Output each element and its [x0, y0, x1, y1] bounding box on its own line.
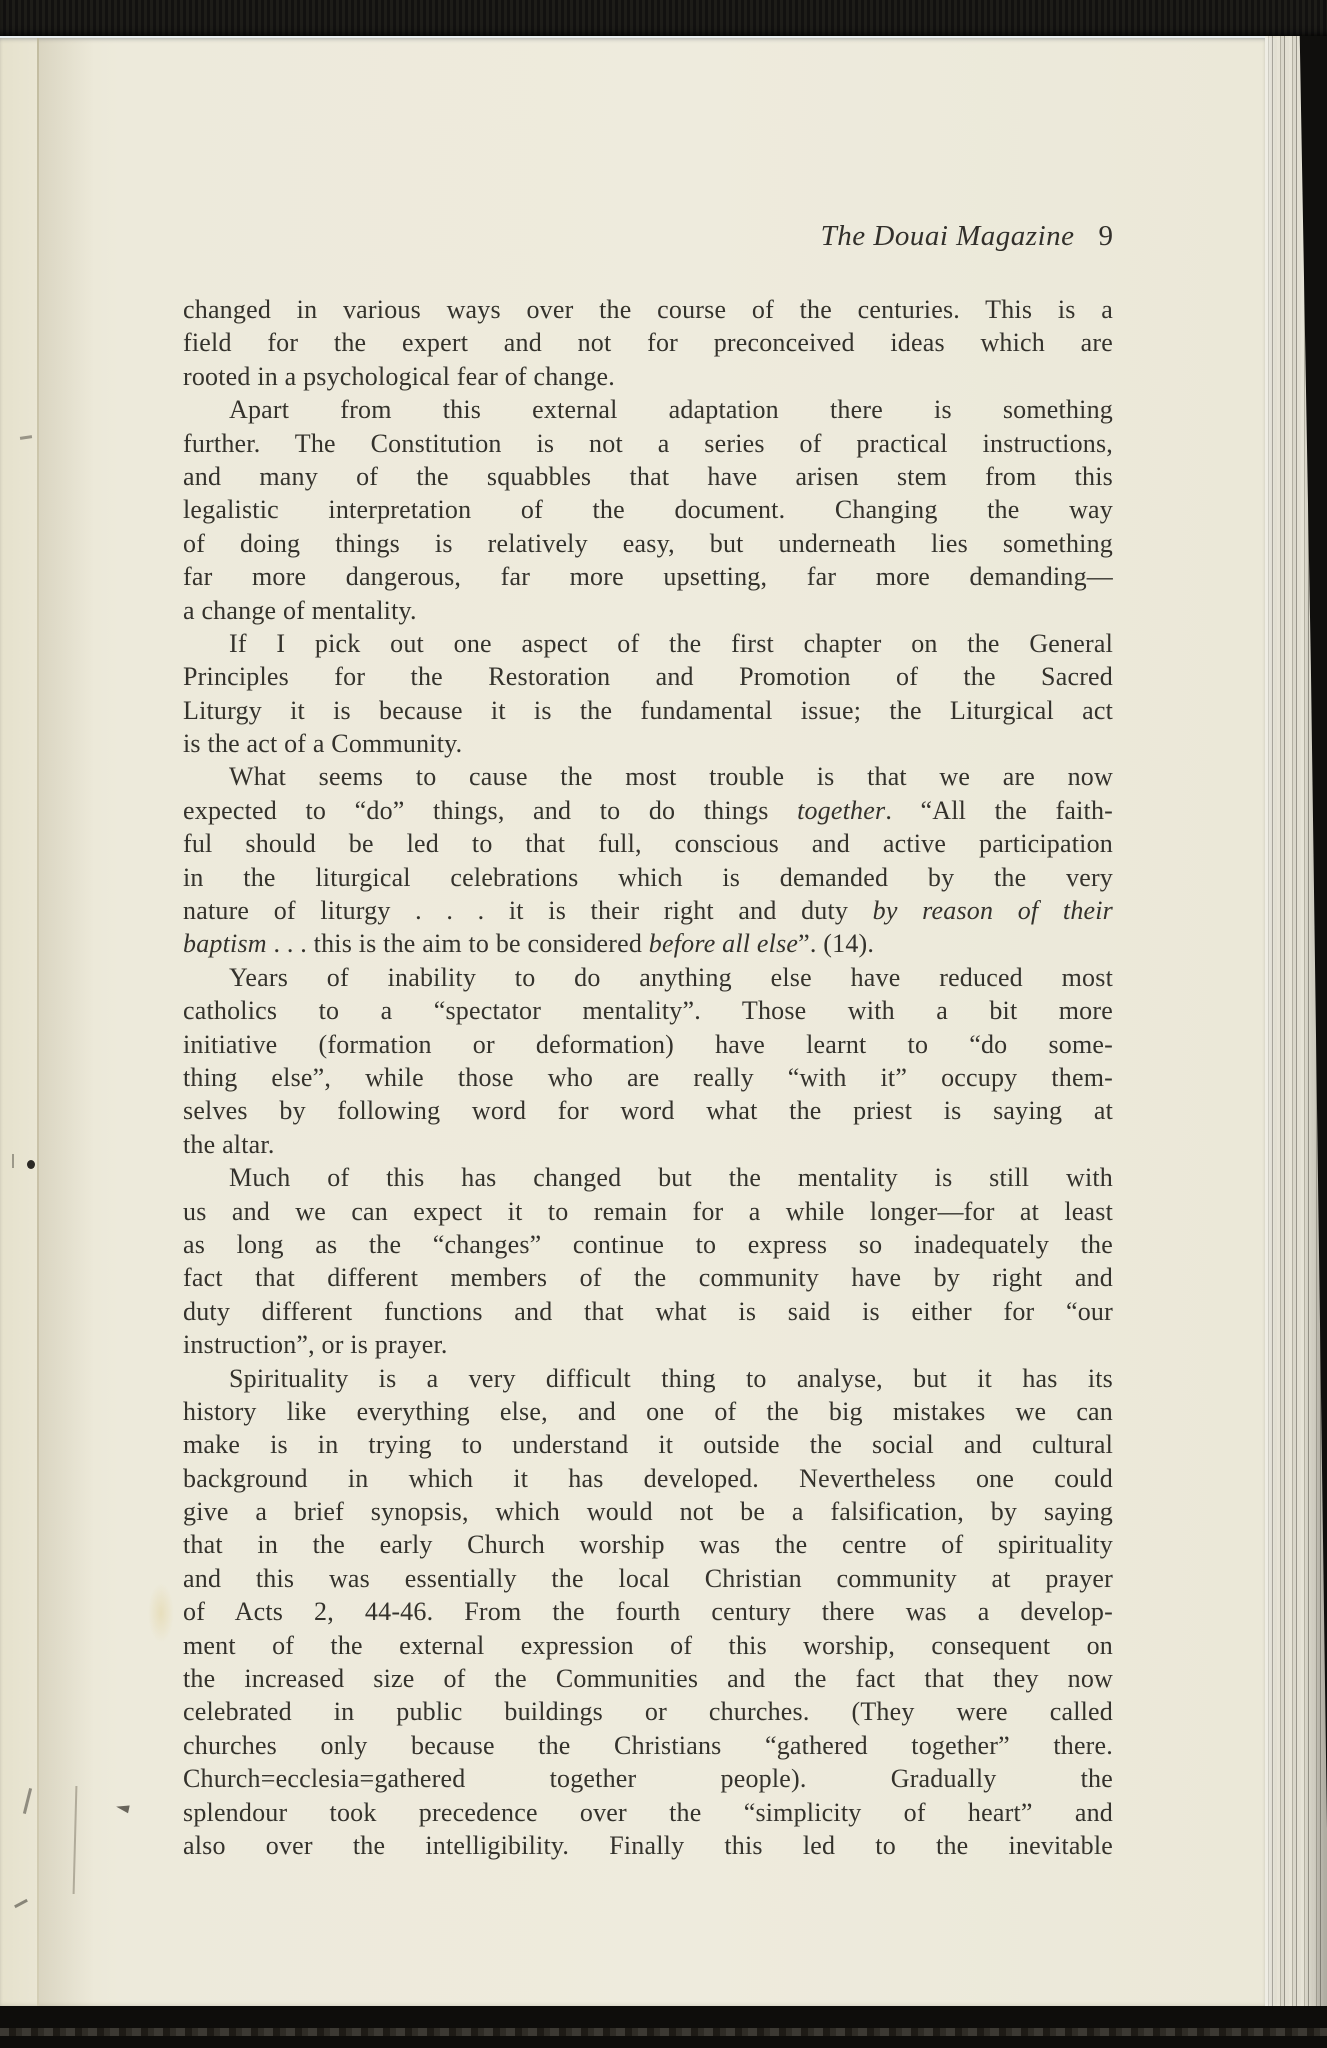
gutter-shadow	[39, 38, 94, 2008]
text-line: legalistic interpretation of the document. Changing the way	[183, 495, 1113, 525]
page-edge-stack	[1265, 36, 1327, 2006]
text-line: the altar.	[183, 1129, 275, 1159]
text-line: duty different functions and that what is said is either for “our	[183, 1296, 1113, 1326]
text-line: churches only because the Christians “gathered together” there.	[183, 1730, 1113, 1760]
text-line: rooted in a psychological fear of change.	[183, 361, 615, 391]
pen-mark	[23, 1788, 32, 1814]
text-line: ful should be led to that full, conscious and active participation	[183, 829, 1113, 859]
text-line: celebrated in public buildings or churches. (They were called	[183, 1697, 1113, 1727]
running-header	[183, 218, 1113, 254]
text-line: as long as the “changes” continue to express so inadequately the	[183, 1229, 1113, 1259]
text-line: Principles for the Restoration and Promotion of the Sacred	[183, 662, 1113, 692]
text-line: Liturgy it is because it is the fundamental issue; the Liturgical act	[183, 695, 1113, 725]
pen-mark	[14, 1899, 28, 1908]
text-line: changed in various ways over the course of the centuries. This is a	[183, 295, 1113, 324]
text-line: baptism . . . this is the aim to be considered before all else”. (14).	[183, 929, 875, 959]
text-line: far more dangerous, far more upsetting, far more demanding—	[183, 562, 1113, 592]
cover-texture-line	[0, 2028, 1327, 2036]
text-line: and many of the squabbles that have arisen stem from this	[183, 461, 1113, 491]
text-line: the increased size of the Communities and the fact that they now	[183, 1664, 1113, 1694]
text-line: further. The Constitution is not a series of practical instructions,	[183, 428, 1113, 458]
text-line: that in the early Church worship was the centre of spirituality	[183, 1530, 1113, 1560]
text-line: If I pick out one aspect of the first chapter on the General	[229, 628, 1113, 658]
text-line: Church=ecclesia=gathered together people). Gradually the	[183, 1764, 1113, 1794]
pen-mark	[12, 1154, 14, 1168]
text-line: of Acts 2, 44-46. From the fourth century there was a develop-	[183, 1597, 1113, 1627]
magazine-page	[0, 36, 1265, 2008]
text-line: Much of this has changed but the mentality is still with	[229, 1163, 1113, 1193]
text-line: What seems to cause the most trouble is that we are now	[229, 762, 1113, 792]
text-line: ment of the external expression of this worship, consequent on	[183, 1630, 1113, 1660]
text-line: initiative (formation or deformation) have learnt to “do some-	[183, 1029, 1113, 1059]
text-line: selves by following word for word what the priest is saying at	[183, 1096, 1113, 1126]
pen-mark	[20, 435, 32, 440]
book-cover-top-edge	[0, 0, 1327, 37]
text-line: us and we can expect it to remain for a while longer—for at least	[183, 1196, 1113, 1226]
text-line: give a brief synopsis, which would not be a falsification, by saying	[183, 1497, 1113, 1527]
text-line: instruction”, or is prayer.	[183, 1330, 448, 1360]
pen-mark-dot	[27, 1160, 35, 1169]
pen-mark-arrow	[115, 1803, 129, 1814]
text-line: history like everything else, and one of the big mistakes we can	[183, 1396, 1113, 1426]
text-line: is the act of a Community.	[183, 729, 463, 759]
text-block	[183, 293, 1113, 1862]
text-line: nature of liturgy . . . it is their right and duty by reason of their	[183, 896, 1113, 926]
text-line: field for the expert and not for preconceived ideas which are	[183, 328, 1113, 358]
text-line: and this was essentially the local Christian community at prayer	[183, 1563, 1113, 1593]
text-line: in the liturgical celebrations which is demanded by the very	[183, 862, 1113, 892]
text-line: also over the intelligibility. Finally this led to the inevitable	[183, 1830, 1113, 1860]
text-line: thing else”, while those who are really “with it” occupy them-	[183, 1062, 1113, 1092]
paper-stain	[148, 1583, 174, 1643]
text-line: background in which it has developed. Nevertheless one could	[183, 1463, 1113, 1493]
text-line: make is in trying to understand it outside the social and cultural	[183, 1430, 1113, 1460]
text-line: Spirituality is a very difficult thing to analyse, but it has its	[229, 1363, 1113, 1393]
text-line: a change of mentality.	[183, 595, 417, 625]
text-line: fact that different members of the community have by right and	[183, 1263, 1113, 1293]
text-line: Apart from this external adaptation there is something	[229, 395, 1113, 425]
text-line: catholics to a “spectator mentality”. Those with a bit more	[183, 996, 1113, 1026]
text-line: of doing things is relatively easy, but underneath lies something	[183, 528, 1113, 558]
journal-title: The Douai Magazine	[820, 220, 1075, 252]
text-line: expected to “do” things, and to do things together. “All the faith-	[183, 795, 1114, 825]
page-number: 9	[1098, 220, 1113, 252]
text-line: Years of inability to do anything else have reduced most	[229, 962, 1113, 992]
book-cover-bottom-edge	[0, 2006, 1327, 2048]
text-line: splendour took precedence over the “simplicity of heart” and	[183, 1797, 1113, 1827]
